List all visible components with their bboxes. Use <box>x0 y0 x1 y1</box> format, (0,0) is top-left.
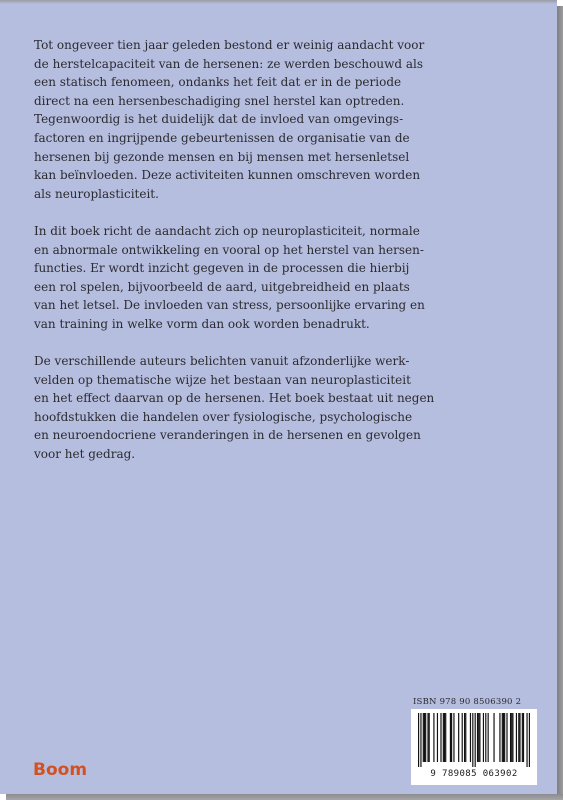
barcode-bar <box>510 713 511 762</box>
barcode-bar <box>512 713 513 762</box>
blurb-line: In dit boek richt de aandacht zich op neuroplasticiteit, normale <box>34 223 420 238</box>
barcode-bar <box>529 713 530 767</box>
blurb-line: van training in welke vorm dan ook worden benadrukt. <box>34 316 370 331</box>
barcode-bar <box>499 713 500 762</box>
barcode-bar <box>420 713 421 767</box>
barcode-bar <box>458 713 459 762</box>
barcode-bar <box>485 713 486 762</box>
barcode-digits: 9 789085 063902 <box>430 769 518 779</box>
blurb-line: functies. Er wordt inzicht gegeven in de processen die hierbij <box>34 261 410 276</box>
blurb-line: kan beïnvloeden. Deze activiteiten kunnen omschreven worden <box>34 168 421 183</box>
barcode-bar <box>429 713 430 762</box>
barcode-bar <box>503 713 504 762</box>
barcode-bar <box>519 713 520 762</box>
blurb-line: en het effect daarvan op de hersenen. Het boek bestaat uit negen <box>34 391 435 406</box>
barcode-bar <box>506 713 507 762</box>
barcode-bar <box>444 713 445 762</box>
barcode-bar <box>465 713 466 762</box>
book-edge-right <box>557 6 563 800</box>
barcode-bar <box>488 713 489 762</box>
barcode-bar <box>423 713 424 762</box>
barcode-bar <box>504 713 505 762</box>
blurb-line: en neuroendocriene veranderingen in de hersenen en gevolgen <box>34 428 421 443</box>
barcode-bar <box>526 713 527 767</box>
barcode-bar <box>464 713 465 762</box>
barcode-bar <box>470 713 471 762</box>
barcode-bar <box>425 713 426 762</box>
barcode-bar <box>433 713 434 762</box>
barcode-bar <box>462 713 463 762</box>
barcode-bar <box>472 713 473 767</box>
barcode-bar <box>445 713 446 762</box>
blurb-line: velden op thematische wijze het bestaan van neuroplasticiteit <box>34 372 411 387</box>
barcode-bar <box>477 713 478 762</box>
blurb-line: een statisch fenomeen, ondanks het feit dat er in de periode <box>34 75 402 90</box>
barcode-bar <box>440 713 441 762</box>
blurb-line: direct na een hersenbeschadiging snel herstel kan optreden. <box>34 93 405 108</box>
blurb-paragraph-3 <box>34 352 504 464</box>
blurb-line: en abnormale ontwikkeling en vooral op het herstel van hersen- <box>34 242 424 257</box>
blurb-line: hoofdstukken die handelen over fysiologische, psychologische <box>34 409 413 424</box>
barcode-graphic <box>418 713 530 767</box>
barcode-bar <box>516 713 517 762</box>
barcode-bar <box>483 713 484 762</box>
blurb-line: een rol spelen, bijvoorbeeld de aard, uitgebreidheid en plaats <box>34 279 410 294</box>
barcode-bar <box>443 713 444 762</box>
blurb-line: Tegenwoordig is het duidelijk dat de invloed van omgevings- <box>34 112 404 127</box>
barcode-bar <box>493 713 494 762</box>
blurb-line: De verschillende auteurs belichten vanuit afzonderlijke werk- <box>34 354 410 369</box>
book-edge-bottom <box>6 794 563 800</box>
blurb-line: van het letsel. De invloeden van stress, persoonlijke ervaring en <box>34 298 425 313</box>
barcode-bar <box>518 713 519 762</box>
barcode-bar <box>418 713 419 767</box>
barcode-bar <box>424 713 425 762</box>
blurb-line: hersenen bij gezonde mensen en bij mensen met hersenletsel <box>34 149 410 164</box>
barcode-panel <box>411 709 537 785</box>
barcode-bar <box>522 713 523 762</box>
barcode-bar <box>451 713 452 762</box>
blurb-line: de herstelcapaciteit van de hersenen: ze werden beschouwd als <box>34 56 424 71</box>
barcode-bar <box>479 713 480 762</box>
barcode-bar <box>450 713 451 762</box>
blurb-paragraph-1 <box>34 36 504 203</box>
barcode-bar <box>427 713 428 762</box>
blurb-line: Tot ongeveer tien jaar geleden bestond er weinig aandacht voor <box>34 38 425 52</box>
barcode-bar <box>453 713 454 762</box>
blurb-line: factoren en ingrijpende gebeurtenissen de organisatie van de <box>34 130 410 145</box>
barcode-bar <box>437 713 438 762</box>
cover-top-shading <box>0 0 557 4</box>
barcode-bar <box>511 713 512 762</box>
blurb-line: als neuroplasticiteit. <box>34 186 159 201</box>
back-cover-blurb <box>34 36 504 482</box>
barcode-bar <box>478 713 479 762</box>
publisher-logo: Boom <box>33 760 88 780</box>
barcode-bar <box>523 713 524 762</box>
barcode-bar <box>475 713 476 767</box>
isbn-label: ISBN 978 90 8506390 2 <box>413 697 522 707</box>
blurb-line: voor het gedrag. <box>34 447 136 462</box>
barcode-bar <box>502 713 503 762</box>
blurb-paragraph-2 <box>34 222 504 334</box>
